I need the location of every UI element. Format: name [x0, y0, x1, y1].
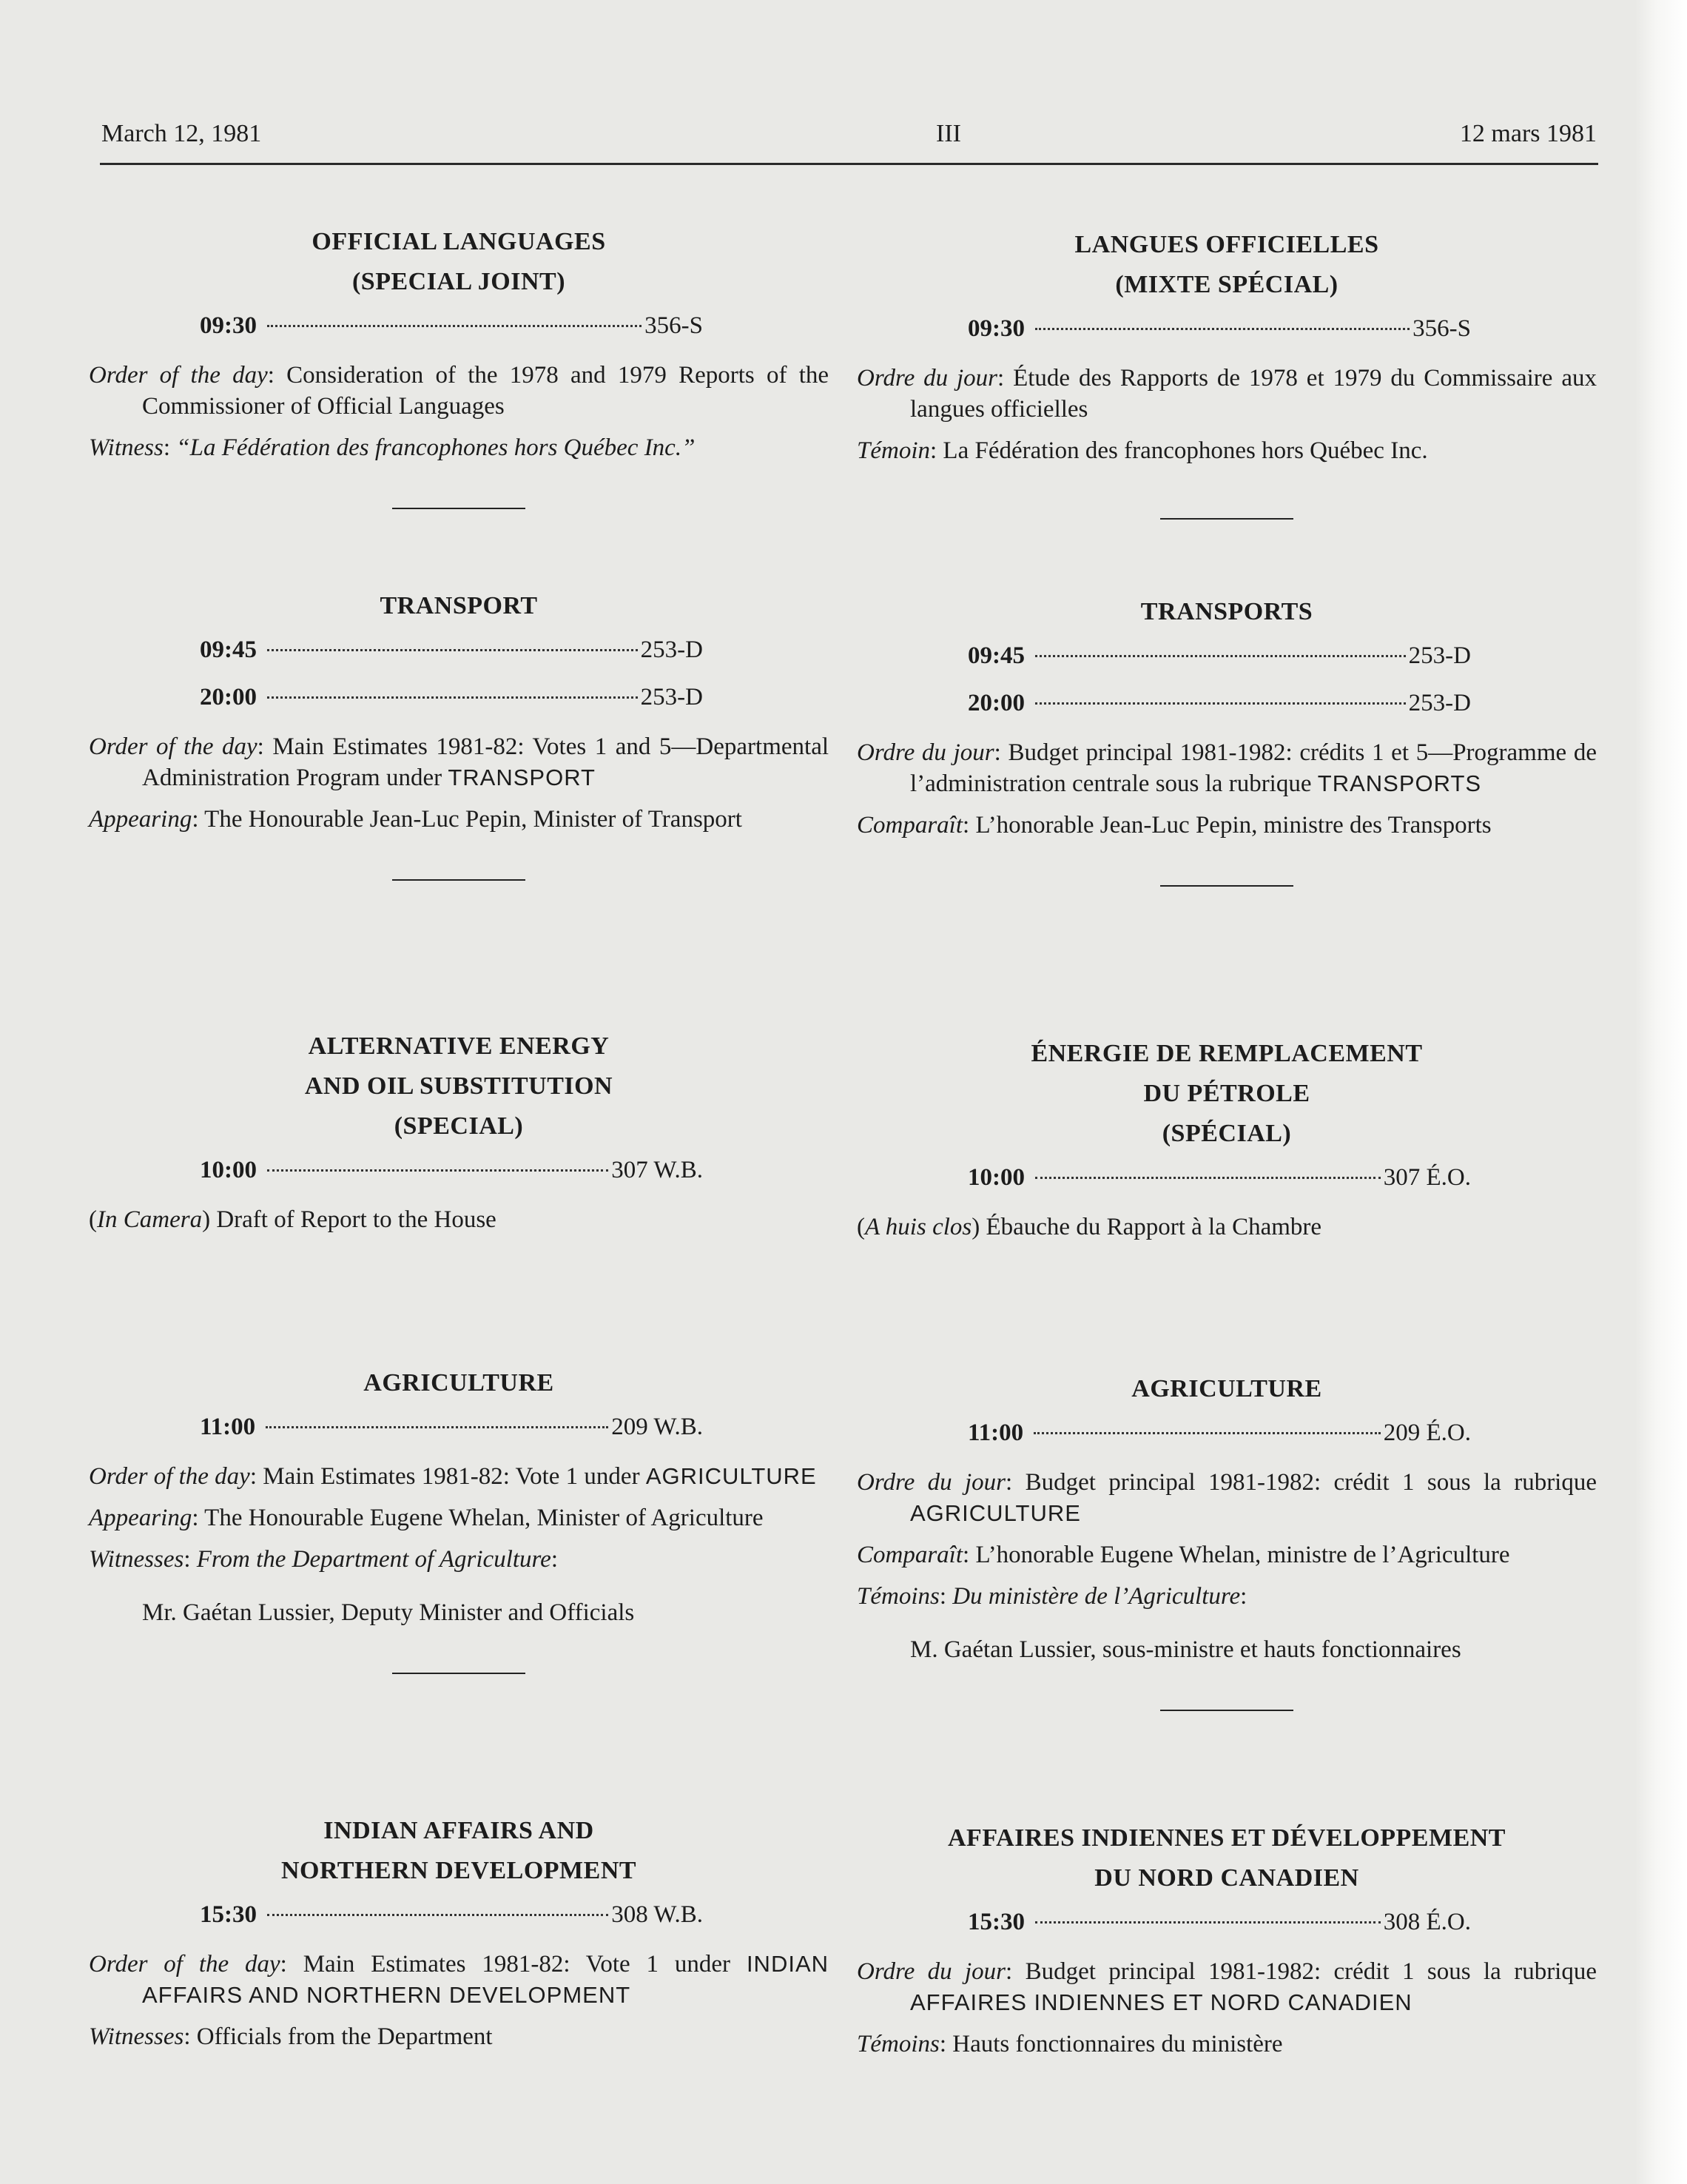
temoins-line: Témoins: Hauts fonctionnaires du ministère	[857, 2031, 1283, 2057]
meeting-time-row	[200, 626, 703, 673]
order-text: Budget principal 1981-1982: crédit 1 sous la rubrique	[1025, 1469, 1597, 1496]
leader-dots	[266, 1426, 608, 1428]
alternative-energy-section	[89, 1027, 829, 1244]
order-of-the-day: Order of the day: Main Estimates 1981-82: Vote 1 under INDIAN AFFAIRS AND NORTHERN DEVELOPMENT	[89, 1951, 829, 2008]
official-languages-section	[89, 222, 829, 509]
leader-dots	[1035, 1177, 1381, 1179]
meeting-time-row	[968, 679, 1471, 727]
witnesses-line: Witnesses: Officials from the Department	[89, 2023, 493, 2050]
witness-text: “La Fédération des francophones hors Québec Inc.”	[176, 434, 696, 461]
meeting-time-row	[200, 673, 703, 721]
witnesses-label: Témoins	[857, 2031, 940, 2057]
section-subtitle: (SPÉCIAL)	[1162, 1120, 1292, 1147]
order-label: Ordre du jour	[857, 365, 998, 392]
appearing-label: Appearing	[89, 806, 192, 833]
order-text: Main Estimates 1981-82: Vote 1 under	[263, 1463, 640, 1490]
order-text: Main Estimates 1981-82: Votes 1 and 5—Departmental Administration Program under	[142, 733, 829, 791]
order-caps: AFFAIRES INDIENNES ET NORD CANADIEN	[910, 1989, 1412, 2015]
page-header	[100, 111, 1598, 165]
section-title: AGRICULTURE	[363, 1369, 554, 1397]
order-label: Ordre du jour	[857, 1958, 1006, 1985]
comparait-line: Comparaît: L’honorable Jean-Luc Pepin, ministre des Transports	[857, 812, 1492, 839]
section-title: OFFICIAL LANGUAGES	[312, 228, 606, 255]
energie-remplacement-section	[857, 1034, 1597, 1251]
meeting-room: 253-D	[640, 684, 703, 710]
appearing-text: The Honourable Eugene Whelan, Minister of Agriculture	[204, 1505, 764, 1531]
meeting-time: 11:00	[200, 1414, 256, 1440]
meeting-room: 307 É.O.	[1383, 1164, 1471, 1191]
in-camera-line: (In Camera) Draft of Report to the House	[89, 1206, 496, 1233]
camera-label: In Camera	[97, 1206, 203, 1233]
section-title: TRANSPORT	[380, 592, 538, 619]
section-divider	[1160, 518, 1293, 520]
meeting-room: 209 É.O.	[1383, 1419, 1471, 1446]
witnesses-label: Witnesses	[89, 1546, 184, 1573]
order-text: Main Estimates 1981-82: Vote 1 under	[303, 1951, 731, 1978]
section-divider	[392, 1673, 525, 1674]
meeting-room: 209 W.B.	[611, 1414, 703, 1440]
witness-line: Witness: “La Fédération des francophones hors Québec Inc.”	[89, 434, 696, 461]
section-title: AGRICULTURE	[1131, 1375, 1322, 1402]
meeting-time-row	[968, 305, 1471, 352]
meeting-time: 09:45	[968, 642, 1025, 669]
order-text: Consideration of the 1978 and 1979 Reports of the Commissioner of Official Languages	[142, 362, 829, 420]
transport-section	[89, 586, 829, 881]
meeting-time-row	[200, 1146, 703, 1194]
header-date-french: 12 mars 1981	[1459, 120, 1597, 147]
temoin-line: Témoin: La Fédération des francophones hors Québec Inc.	[857, 437, 1428, 464]
witness-label: Witness	[89, 434, 164, 461]
ordre-du-jour: Ordre du jour: Budget principal 1981-1982: crédit 1 sous la rubrique AGRICULTURE	[857, 1469, 1597, 1526]
camera-label: A huis clos	[865, 1214, 972, 1240]
header-date-english: March 12, 1981	[101, 120, 262, 147]
section-title: DU PÉTROLE	[1143, 1080, 1310, 1107]
ordre-du-jour: Ordre du jour: Budget principal 1981-1982: crédits 1 et 5—Programme de l’administration centrale sous la rubrique TRANSPORTS	[857, 739, 1597, 797]
leader-dots	[267, 696, 638, 699]
order-caps: INDIAN AFFAIRS AND NORTHERN DEVELOPMENT	[142, 1951, 829, 2008]
meeting-time: 09:30	[968, 315, 1025, 342]
section-subtitle: (SPECIAL JOINT)	[351, 268, 566, 295]
appearing-line: Appearing: The Honourable Jean-Luc Pepin, Minister of Transport	[89, 806, 742, 833]
official-line: M. Gaétan Lussier, sous-ministre et hauts fonctionnaires	[910, 1636, 1461, 1663]
order-caps: AGRICULTURE	[645, 1463, 817, 1489]
meeting-time-row	[200, 1891, 703, 1938]
order-of-the-day: Order of the day: Consideration of the 1978 and 1979 Reports of the Commissioner of Official Languages	[89, 362, 829, 420]
ordre-du-jour: Ordre du jour: Étude des Rapports de 1978 et 1979 du Commissaire aux langues officielles	[857, 365, 1597, 423]
section-title: AFFAIRES INDIENNES ET DÉVELOPPEMENT	[948, 1824, 1506, 1852]
appearing-label: Comparaît	[857, 812, 963, 839]
meeting-time: 09:45	[200, 636, 257, 663]
appearing-line: Appearing: The Honourable Eugene Whelan, Minister of Agriculture	[89, 1505, 764, 1531]
leader-dots	[267, 1169, 608, 1172]
witnesses-label: Témoins	[857, 1583, 940, 1610]
meeting-time-row	[968, 1154, 1471, 1201]
temoins-line: Témoins: Du ministère de l’Agriculture:	[857, 1583, 1247, 1610]
meeting-room: 308 W.B.	[611, 1901, 703, 1928]
witness-label: Témoin	[857, 437, 930, 464]
leader-dots	[1035, 1921, 1381, 1923]
order-text: Étude des Rapports de 1978 et 1979 du Commissaire aux langues officielles	[910, 365, 1597, 423]
meeting-room: 308 É.O.	[1383, 1909, 1471, 1935]
meeting-time: 10:00	[968, 1164, 1025, 1191]
affaires-indiennes-section	[857, 1818, 1597, 2069]
meeting-room: 307 W.B.	[611, 1157, 703, 1183]
witnesses-text: From the Department of Agriculture	[196, 1546, 551, 1573]
camera-text: Ébauche du Rapport à la Chambre	[986, 1214, 1322, 1240]
appearing-text: L’honorable Eugene Whelan, ministre de l’Agriculture	[975, 1542, 1510, 1568]
order-label: Order of the day	[89, 1951, 280, 1978]
section-title: LANGUES OFFICIELLES	[1074, 231, 1379, 258]
order-caps: TRANSPORT	[448, 765, 596, 790]
meeting-time-row	[968, 632, 1471, 679]
witnesses-line: Witnesses: From the Department of Agriculture:	[89, 1546, 558, 1573]
leader-dots	[1035, 702, 1406, 705]
comparait-line: Comparaît: L’honorable Eugene Whelan, ministre de l’Agriculture	[857, 1542, 1510, 1568]
agriculture-fr-section	[857, 1369, 1597, 1711]
indian-affairs-section	[89, 1811, 829, 2061]
langues-officielles-section	[857, 225, 1597, 520]
transports-section	[857, 592, 1597, 887]
section-title: NORTHERN DEVELOPMENT	[280, 1857, 637, 1884]
section-title: ALTERNATIVE ENERGY	[308, 1032, 610, 1060]
official-line: Mr. Gaétan Lussier, Deputy Minister and Officials	[142, 1599, 635, 1626]
order-of-the-day: Order of the day: Main Estimates 1981-82: Votes 1 and 5—Departmental Administration Program under TRANSPORT	[89, 733, 829, 791]
section-title: ÉNERGIE DE REMPLACEMENT	[1031, 1040, 1423, 1067]
huis-clos-line: (A huis clos) Ébauche du Rapport à la Chambre	[857, 1214, 1322, 1240]
meeting-room: 356-S	[1412, 315, 1471, 342]
agriculture-section	[89, 1363, 829, 1674]
leader-dots	[1035, 328, 1410, 330]
section-subtitle: (MIXTE SPÉCIAL)	[1115, 271, 1339, 298]
meeting-time: 20:00	[200, 684, 257, 710]
appearing-text: The Honourable Jean-Luc Pepin, Minister of Transport	[204, 806, 742, 833]
witnesses-text: Du ministère de l’Agriculture	[952, 1583, 1241, 1610]
leader-dots	[267, 649, 638, 651]
meeting-time: 15:30	[968, 1909, 1025, 1935]
meeting-time-row	[200, 302, 703, 349]
section-divider	[1160, 885, 1293, 887]
section-title: TRANSPORTS	[1140, 598, 1313, 625]
page-edge-shadow	[1635, 0, 1687, 2184]
order-label: Ordre du jour	[857, 739, 994, 766]
section-title: INDIAN AFFAIRS AND	[323, 1817, 594, 1844]
meeting-time: 11:00	[968, 1419, 1024, 1446]
ordre-du-jour: Ordre du jour: Budget principal 1981-1982: crédit 1 sous la rubrique AFFAIRES INDIENNES ET NORD CANADIEN	[857, 1958, 1597, 2015]
leader-dots	[267, 1914, 608, 1916]
witnesses-text: Officials from the Department	[196, 2023, 493, 2050]
witnesses-label: Witnesses	[89, 2023, 184, 2050]
section-subtitle: (SPECIAL)	[394, 1112, 524, 1140]
order-label: Order of the day	[89, 362, 268, 389]
order-text: Budget principal 1981-1982: crédits 1 et 5—Programme de l’administration centrale sous la rubrique	[910, 739, 1597, 797]
meeting-room: 356-S	[644, 312, 703, 339]
section-divider	[1160, 1710, 1293, 1711]
leader-dots	[1034, 1432, 1381, 1434]
meeting-time-row	[968, 1898, 1471, 1946]
leader-dots	[1035, 655, 1406, 657]
meeting-room: 253-D	[640, 636, 703, 663]
page-number: III	[936, 120, 961, 147]
section-title: AND OIL SUBSTITUTION	[304, 1072, 613, 1100]
order-label: Ordre du jour	[857, 1469, 1006, 1496]
meeting-time: 10:00	[200, 1157, 257, 1183]
appearing-text: L’honorable Jean-Luc Pepin, ministre des Transports	[975, 812, 1492, 839]
section-divider	[392, 879, 525, 881]
meeting-time-row	[968, 1409, 1471, 1456]
section-divider	[392, 508, 525, 509]
meeting-time-row	[200, 1403, 703, 1451]
meeting-time: 20:00	[968, 690, 1025, 716]
section-title: DU NORD CANADIEN	[1094, 1864, 1359, 1892]
witness-text: La Fédération des francophones hors Québec Inc.	[943, 437, 1428, 464]
order-caps: AGRICULTURE	[910, 1500, 1081, 1526]
order-label: Order of the day	[89, 1463, 250, 1490]
witnesses-text: Hauts fonctionnaires du ministère	[952, 2031, 1283, 2057]
order-label: Order of the day	[89, 733, 257, 760]
appearing-label: Appearing	[89, 1505, 192, 1531]
meeting-room: 253-D	[1408, 690, 1471, 716]
appearing-label: Comparaît	[857, 1542, 963, 1568]
meeting-time: 09:30	[200, 312, 257, 339]
leader-dots	[267, 325, 642, 327]
meeting-time: 15:30	[200, 1901, 257, 1928]
camera-text: Draft of Report to the House	[216, 1206, 496, 1233]
order-caps: TRANSPORTS	[1317, 770, 1482, 796]
order-of-the-day: Order of the day: Main Estimates 1981-82: Vote 1 under AGRICULTURE	[89, 1463, 817, 1490]
order-text: Budget principal 1981-1982: crédit 1 sous la rubrique	[1025, 1958, 1597, 1985]
meeting-room: 253-D	[1408, 642, 1471, 669]
